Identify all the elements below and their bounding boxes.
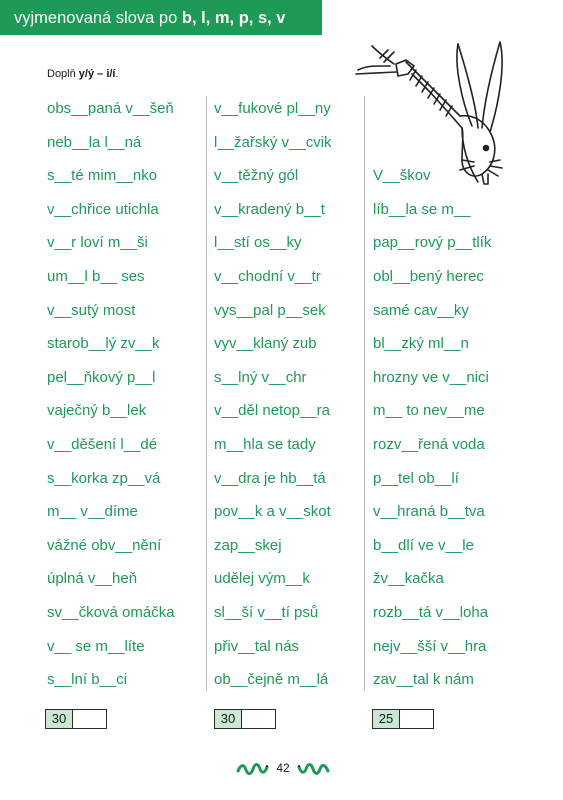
exercise-item: bl__zký ml__n [373,335,469,353]
exercise-item: rozb__tá v__loha [373,603,489,621]
score-input[interactable] [73,710,106,728]
page-number: 42 [276,761,290,775]
score-total: 30 [215,710,242,728]
section-title-prefix: vyjmenovaná slova po [14,9,182,27]
section-title-letters: b, l, m, p, s, v [181,9,286,27]
exercise-item: V__škov [373,167,431,185]
column-divider [364,96,365,691]
exercise-item: ob__čejně m__lá [214,671,329,689]
exercise-item: přiv__tal nás [214,637,300,655]
score-input[interactable] [242,710,275,728]
section-title [14,9,285,28]
exercise-item: žv__kačka [373,570,444,588]
exercise-item: hrozny ve v__nici [373,368,489,386]
exercise-item: vaječný b__lek [47,402,147,420]
instruction-suffix: . [115,68,119,80]
exercise-item: v__r loví m__ši [47,234,148,252]
score-box-column-1 [45,709,107,729]
exercise-column-2 [214,92,332,697]
exercise-instruction [47,68,119,80]
score-box-column-2 [214,709,276,729]
exercise-item: nejv__šší v__hra [373,637,487,655]
instruction-prefix: Doplň [47,68,79,80]
exercise-item: s__lný v__chr [214,368,307,386]
exercise-item: v__dra je hb__tá [214,469,326,487]
exercise-column-1 [47,92,175,697]
exercise-item: m__ to nev__me [373,402,485,420]
exercise-item: udělej vým__k [214,570,310,588]
worm-left-icon [236,760,270,776]
worm-right-icon [296,760,330,776]
column-divider [206,96,207,691]
score-input[interactable] [400,710,433,728]
exercise-item: v__děl netop__ra [214,402,330,420]
exercise-item: pov__k a v__skot [214,503,331,521]
exercise-item: pap__rový p__tlík [373,234,492,252]
exercise-item: v__děšení l__dé [47,435,158,453]
exercise-item: b__dlí ve v__le [373,536,474,554]
exercise-item: m__ v__díme [47,503,138,521]
exercise-item: v__chodní v__tr [214,267,321,285]
exercise-item: starob__lý zv__k [47,335,160,353]
exercise-item: v__hraná b__tva [373,503,485,521]
exercise-item: s__lní b__ci [47,671,128,689]
exercise-item: m__hla se tady [214,435,316,453]
exercise-item: l__stí os__ky [214,234,302,252]
exercise-item: sl__ší v__tí psů [214,603,319,621]
exercise-item: v__sutý most [47,301,136,319]
exercise-item: samé cav__ky [373,301,469,319]
exercise-item: pel__ňkový p__l [47,368,156,386]
exercise-item: l__žařský v__cvik [214,133,332,151]
exercise-item: obs__paná v__šeň [47,100,174,117]
score-box-column-3 [372,709,434,729]
exercise-item: neb__la l__ná [47,133,142,151]
exercise-item: s__té mim__nko [47,167,158,185]
exercise-item: sv__čková omáčka [47,603,175,621]
exercise-item: úplná v__heň [47,570,138,588]
section-header [0,0,322,35]
exercise-item: v__fukové pl__ny [214,100,331,117]
exercise-item: vyv__klaný zub [214,335,317,353]
instruction-letters: y/ý – i/í [78,68,116,80]
exercise-item: obl__bený herec [373,267,484,285]
exercise-item: v__kradený b__t [214,200,325,218]
exercise-item: v__chřice utichla [47,200,159,218]
exercise-item: p__tel ob__lí [373,469,459,487]
exercise-item: zap__skej [214,536,282,554]
exercise-item: v__ se m__líte [47,637,145,655]
exercise-column-3 [373,159,491,697]
page-footer [228,757,338,779]
score-total: 25 [373,710,400,728]
exercise-item: zav__tal k nám [373,671,474,689]
exercise-item: um__l b__ ses [47,267,145,285]
exercise-item: líb__la se m__ [373,200,471,218]
exercise-item: v__těžný gól [214,167,299,185]
exercise-item: vážné obv__nění [47,536,162,554]
exercise-item: vys__pal p__sek [214,301,326,319]
exercise-item: rozv__řená voda [373,435,485,453]
score-total: 30 [46,710,73,728]
exercise-item: s__korka zp__vá [47,469,161,487]
